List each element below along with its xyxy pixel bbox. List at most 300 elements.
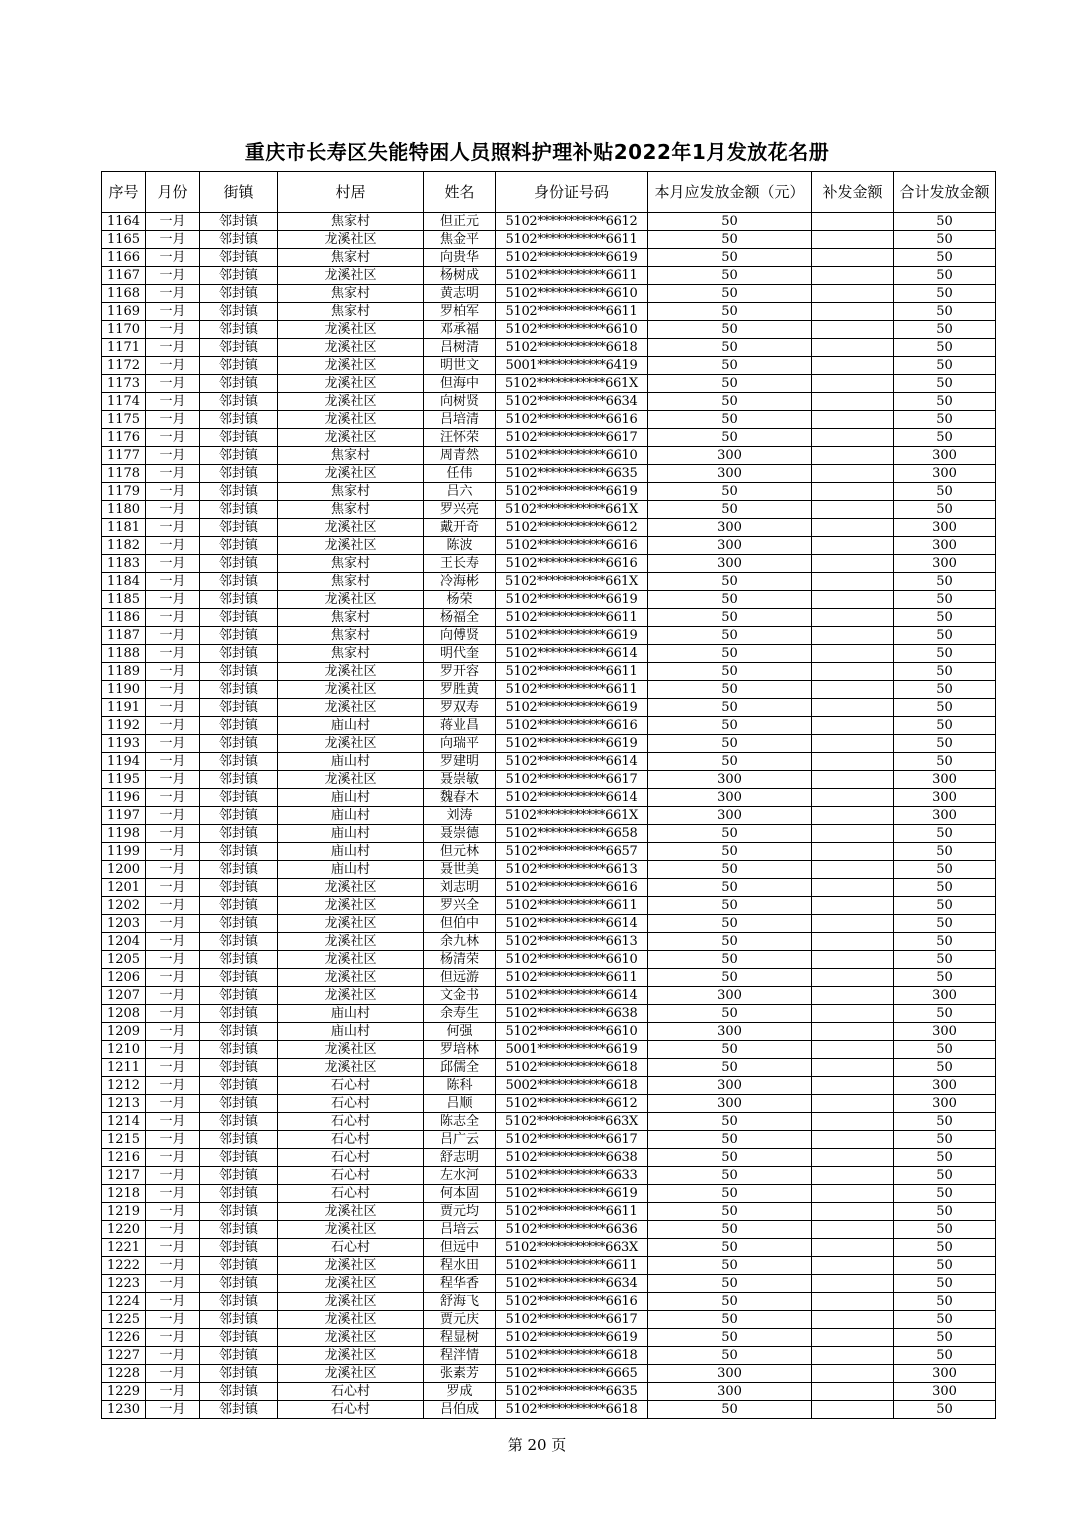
col-header-town: 街镇 [200, 172, 278, 213]
cell-town: 邻封镇 [200, 1275, 278, 1293]
col-header-month: 月份 [146, 172, 200, 213]
cell-id-number: 5102***********6614 [496, 789, 648, 807]
cell-serial: 1188 [102, 645, 146, 663]
cell-village: 龙溪社区 [278, 699, 424, 717]
table-row [102, 1365, 996, 1383]
cell-total-amount: 50 [894, 591, 996, 609]
cell-serial: 1200 [102, 861, 146, 879]
cell-name: 吕广云 [424, 1131, 496, 1149]
cell-month: 一月 [146, 843, 200, 861]
cell-month: 一月 [146, 465, 200, 483]
cell-village: 龙溪社区 [278, 357, 424, 375]
cell-back-pay [812, 375, 894, 393]
cell-village: 龙溪社区 [278, 969, 424, 987]
cell-serial: 1166 [102, 249, 146, 267]
cell-name: 魏春木 [424, 789, 496, 807]
cell-back-pay [812, 753, 894, 771]
cell-serial: 1165 [102, 231, 146, 249]
cell-back-pay [812, 609, 894, 627]
cell-back-pay [812, 1329, 894, 1347]
cell-village: 庙山村 [278, 717, 424, 735]
cell-back-pay [812, 879, 894, 897]
table-row [102, 501, 996, 519]
cell-serial: 1208 [102, 1005, 146, 1023]
cell-month: 一月 [146, 1293, 200, 1311]
cell-serial: 1203 [102, 915, 146, 933]
cell-serial: 1170 [102, 321, 146, 339]
cell-month: 一月 [146, 1095, 200, 1113]
col-header-name: 姓名 [424, 172, 496, 213]
cell-monthly-amount: 50 [648, 753, 812, 771]
cell-name: 程华香 [424, 1275, 496, 1293]
cell-back-pay [812, 1257, 894, 1275]
cell-id-number: 5102***********6614 [496, 753, 648, 771]
table-row [102, 699, 996, 717]
table-row [102, 681, 996, 699]
cell-name: 蒋业昌 [424, 717, 496, 735]
cell-month: 一月 [146, 1149, 200, 1167]
table-row [102, 1347, 996, 1365]
cell-monthly-amount: 50 [648, 717, 812, 735]
cell-village: 龙溪社区 [278, 393, 424, 411]
cell-name: 吕树清 [424, 339, 496, 357]
cell-id-number: 5102***********6611 [496, 663, 648, 681]
cell-id-number: 5102***********6617 [496, 429, 648, 447]
cell-id-number: 5102***********6610 [496, 321, 648, 339]
cell-town: 邻封镇 [200, 645, 278, 663]
cell-id-number: 5102***********661X [496, 807, 648, 825]
cell-name: 贾元均 [424, 1203, 496, 1221]
cell-town: 邻封镇 [200, 537, 278, 555]
cell-month: 一月 [146, 735, 200, 753]
cell-serial: 1172 [102, 357, 146, 375]
cell-serial: 1168 [102, 285, 146, 303]
cell-back-pay [812, 447, 894, 465]
cell-month: 一月 [146, 1347, 200, 1365]
cell-back-pay [812, 1221, 894, 1239]
cell-total-amount: 50 [894, 339, 996, 357]
cell-back-pay [812, 1167, 894, 1185]
document-title: 重庆市长寿区失能特困人员照料护理补贴2022年1月发放花名册 [244, 140, 830, 164]
cell-total-amount: 50 [894, 753, 996, 771]
cell-back-pay [812, 1041, 894, 1059]
table-row [102, 933, 996, 951]
table-row [102, 915, 996, 933]
cell-total-amount: 50 [894, 1329, 996, 1347]
cell-village: 焦家村 [278, 501, 424, 519]
cell-serial: 1210 [102, 1041, 146, 1059]
cell-total-amount: 300 [894, 807, 996, 825]
cell-village: 龙溪社区 [278, 375, 424, 393]
cell-name: 向树贤 [424, 393, 496, 411]
cell-serial: 1181 [102, 519, 146, 537]
table-row [102, 645, 996, 663]
cell-name: 吕培云 [424, 1221, 496, 1239]
table-row [102, 951, 996, 969]
cell-town: 邻封镇 [200, 321, 278, 339]
cell-back-pay [812, 825, 894, 843]
cell-monthly-amount: 50 [648, 735, 812, 753]
cell-village: 龙溪社区 [278, 411, 424, 429]
cell-total-amount: 50 [894, 483, 996, 501]
cell-id-number: 5102***********6619 [496, 591, 648, 609]
cell-town: 邻封镇 [200, 843, 278, 861]
cell-total-amount: 50 [894, 573, 996, 591]
cell-back-pay [812, 1239, 894, 1257]
cell-village: 龙溪社区 [278, 663, 424, 681]
cell-town: 邻封镇 [200, 357, 278, 375]
cell-name: 聂崇敏 [424, 771, 496, 789]
cell-month: 一月 [146, 537, 200, 555]
cell-back-pay [812, 1401, 894, 1419]
cell-name: 杨荣 [424, 591, 496, 609]
cell-id-number: 5002***********6618 [496, 1077, 648, 1095]
cell-village: 焦家村 [278, 285, 424, 303]
cell-monthly-amount: 50 [648, 267, 812, 285]
table-row [102, 1293, 996, 1311]
cell-id-number: 5001***********6419 [496, 357, 648, 375]
cell-name: 焦金平 [424, 231, 496, 249]
cell-name: 冷海彬 [424, 573, 496, 591]
cell-serial: 1187 [102, 627, 146, 645]
cell-name: 戴开奇 [424, 519, 496, 537]
table-row [102, 1041, 996, 1059]
cell-name: 舒志明 [424, 1149, 496, 1167]
cell-serial: 1191 [102, 699, 146, 717]
cell-id-number: 5102***********6616 [496, 537, 648, 555]
cell-town: 邻封镇 [200, 915, 278, 933]
cell-back-pay [812, 537, 894, 555]
cell-town: 邻封镇 [200, 879, 278, 897]
cell-monthly-amount: 50 [648, 843, 812, 861]
cell-village: 龙溪社区 [278, 231, 424, 249]
cell-town: 邻封镇 [200, 951, 278, 969]
cell-monthly-amount: 50 [648, 1293, 812, 1311]
cell-total-amount: 50 [894, 915, 996, 933]
cell-village: 石心村 [278, 1077, 424, 1095]
cell-id-number: 5102***********661X [496, 375, 648, 393]
table-row [102, 303, 996, 321]
cell-serial: 1222 [102, 1257, 146, 1275]
cell-total-amount: 300 [894, 1365, 996, 1383]
col-header-village: 村居 [278, 172, 424, 213]
table-row [102, 1401, 996, 1419]
cell-monthly-amount: 50 [648, 1059, 812, 1077]
cell-village: 龙溪社区 [278, 519, 424, 537]
cell-town: 邻封镇 [200, 303, 278, 321]
cell-village: 龙溪社区 [278, 465, 424, 483]
cell-village: 焦家村 [278, 645, 424, 663]
cell-town: 邻封镇 [200, 1059, 278, 1077]
cell-id-number: 5102***********6635 [496, 465, 648, 483]
table-row [102, 555, 996, 573]
cell-back-pay [812, 1293, 894, 1311]
cell-total-amount: 50 [894, 1113, 996, 1131]
cell-name: 舒海飞 [424, 1293, 496, 1311]
cell-id-number: 5102***********6636 [496, 1221, 648, 1239]
table-row [102, 735, 996, 753]
table-row [102, 411, 996, 429]
cell-total-amount: 300 [894, 1023, 996, 1041]
cell-village: 龙溪社区 [278, 1041, 424, 1059]
cell-monthly-amount: 50 [648, 1185, 812, 1203]
cell-back-pay [812, 501, 894, 519]
cell-town: 邻封镇 [200, 375, 278, 393]
table-row [102, 1167, 996, 1185]
cell-month: 一月 [146, 663, 200, 681]
cell-village: 龙溪社区 [278, 591, 424, 609]
cell-town: 邻封镇 [200, 1383, 278, 1401]
table-row [102, 807, 996, 825]
cell-name: 邱儒全 [424, 1059, 496, 1077]
cell-id-number: 5102***********6619 [496, 249, 648, 267]
cell-total-amount: 300 [894, 537, 996, 555]
cell-village: 龙溪社区 [278, 771, 424, 789]
cell-month: 一月 [146, 789, 200, 807]
cell-back-pay [812, 897, 894, 915]
cell-village: 龙溪社区 [278, 933, 424, 951]
cell-id-number: 5102***********6619 [496, 483, 648, 501]
cell-serial: 1175 [102, 411, 146, 429]
cell-monthly-amount: 300 [648, 1095, 812, 1113]
cell-serial: 1176 [102, 429, 146, 447]
cell-id-number: 5102***********6611 [496, 303, 648, 321]
cell-town: 邻封镇 [200, 1095, 278, 1113]
cell-total-amount: 50 [894, 393, 996, 411]
cell-serial: 1228 [102, 1365, 146, 1383]
cell-id-number: 5102***********6611 [496, 681, 648, 699]
cell-back-pay [812, 807, 894, 825]
cell-month: 一月 [146, 1257, 200, 1275]
cell-total-amount: 50 [894, 321, 996, 339]
cell-monthly-amount: 50 [648, 321, 812, 339]
cell-back-pay [812, 1059, 894, 1077]
cell-monthly-amount: 50 [648, 879, 812, 897]
table-row [102, 1077, 996, 1095]
cell-back-pay [812, 231, 894, 249]
cell-town: 邻封镇 [200, 411, 278, 429]
cell-serial: 1214 [102, 1113, 146, 1131]
cell-name: 邓承福 [424, 321, 496, 339]
cell-back-pay [812, 969, 894, 987]
cell-monthly-amount: 300 [648, 465, 812, 483]
cell-serial: 1224 [102, 1293, 146, 1311]
cell-id-number: 5102***********6618 [496, 339, 648, 357]
cell-back-pay [812, 249, 894, 267]
cell-month: 一月 [146, 1185, 200, 1203]
cell-name: 向贵华 [424, 249, 496, 267]
cell-town: 邻封镇 [200, 267, 278, 285]
cell-name: 罗成 [424, 1383, 496, 1401]
cell-total-amount: 50 [894, 267, 996, 285]
cell-monthly-amount: 50 [648, 249, 812, 267]
cell-month: 一月 [146, 1131, 200, 1149]
cell-village: 龙溪社区 [278, 267, 424, 285]
cell-id-number: 5102***********6618 [496, 1347, 648, 1365]
cell-month: 一月 [146, 555, 200, 573]
cell-name: 程水田 [424, 1257, 496, 1275]
cell-month: 一月 [146, 1167, 200, 1185]
cell-total-amount: 300 [894, 519, 996, 537]
cell-id-number: 5102***********6616 [496, 879, 648, 897]
cell-name: 何强 [424, 1023, 496, 1041]
cell-monthly-amount: 50 [648, 339, 812, 357]
cell-name: 汪怀荣 [424, 429, 496, 447]
cell-id-number: 5102***********6616 [496, 411, 648, 429]
cell-back-pay [812, 1365, 894, 1383]
cell-village: 庙山村 [278, 789, 424, 807]
cell-back-pay [812, 519, 894, 537]
cell-town: 邻封镇 [200, 1365, 278, 1383]
cell-month: 一月 [146, 1113, 200, 1131]
cell-name: 杨清荣 [424, 951, 496, 969]
cell-monthly-amount: 50 [648, 1113, 812, 1131]
cell-month: 一月 [146, 573, 200, 591]
cell-name: 刘志明 [424, 879, 496, 897]
cell-village: 焦家村 [278, 609, 424, 627]
cell-id-number: 5102***********6610 [496, 1023, 648, 1041]
cell-monthly-amount: 50 [648, 393, 812, 411]
table-row [102, 969, 996, 987]
cell-village: 石心村 [278, 1401, 424, 1419]
cell-monthly-amount: 50 [648, 897, 812, 915]
cell-town: 邻封镇 [200, 933, 278, 951]
cell-village: 焦家村 [278, 627, 424, 645]
cell-back-pay [812, 1347, 894, 1365]
cell-monthly-amount: 50 [648, 681, 812, 699]
cell-id-number: 5102***********6618 [496, 1401, 648, 1419]
cell-town: 邻封镇 [200, 339, 278, 357]
cell-id-number: 5102***********6633 [496, 1167, 648, 1185]
cell-monthly-amount: 50 [648, 1131, 812, 1149]
cell-month: 一月 [146, 645, 200, 663]
table-row [102, 1095, 996, 1113]
cell-serial: 1218 [102, 1185, 146, 1203]
cell-back-pay [812, 591, 894, 609]
cell-serial: 1198 [102, 825, 146, 843]
cell-serial: 1225 [102, 1311, 146, 1329]
cell-serial: 1219 [102, 1203, 146, 1221]
cell-total-amount: 50 [894, 1311, 996, 1329]
table-row [102, 879, 996, 897]
cell-name: 任伟 [424, 465, 496, 483]
cell-month: 一月 [146, 807, 200, 825]
cell-serial: 1197 [102, 807, 146, 825]
cell-name: 陈波 [424, 537, 496, 555]
cell-month: 一月 [146, 213, 200, 231]
cell-monthly-amount: 50 [648, 609, 812, 627]
cell-id-number: 5102***********6638 [496, 1005, 648, 1023]
cell-town: 邻封镇 [200, 789, 278, 807]
cell-village: 龙溪社区 [278, 1329, 424, 1347]
cell-month: 一月 [146, 1077, 200, 1095]
cell-village: 龙溪社区 [278, 1059, 424, 1077]
cell-id-number: 5102***********6657 [496, 843, 648, 861]
cell-id-number: 5102***********661X [496, 573, 648, 591]
cell-town: 邻封镇 [200, 1005, 278, 1023]
col-header-monthly-amount: 本月应发放金额（元） [648, 172, 812, 213]
cell-id-number: 5102***********6611 [496, 897, 648, 915]
cell-village: 石心村 [278, 1239, 424, 1257]
cell-village: 庙山村 [278, 825, 424, 843]
cell-village: 焦家村 [278, 249, 424, 267]
cell-village: 石心村 [278, 1383, 424, 1401]
cell-month: 一月 [146, 717, 200, 735]
table-row [102, 1149, 996, 1167]
cell-town: 邻封镇 [200, 519, 278, 537]
cell-back-pay [812, 1203, 894, 1221]
cell-total-amount: 300 [894, 987, 996, 1005]
cell-monthly-amount: 50 [648, 951, 812, 969]
cell-id-number: 5102***********6638 [496, 1149, 648, 1167]
table-row [102, 789, 996, 807]
cell-monthly-amount: 50 [648, 627, 812, 645]
cell-town: 邻封镇 [200, 807, 278, 825]
cell-id-number: 5102***********6658 [496, 825, 648, 843]
cell-village: 焦家村 [278, 447, 424, 465]
cell-back-pay [812, 1311, 894, 1329]
cell-back-pay [812, 573, 894, 591]
cell-village: 焦家村 [278, 213, 424, 231]
cell-month: 一月 [146, 1401, 200, 1419]
cell-town: 邻封镇 [200, 1113, 278, 1131]
cell-month: 一月 [146, 1275, 200, 1293]
cell-serial: 1217 [102, 1167, 146, 1185]
cell-id-number: 5102***********6619 [496, 1329, 648, 1347]
cell-back-pay [812, 1077, 894, 1095]
cell-total-amount: 50 [894, 1149, 996, 1167]
cell-serial: 1179 [102, 483, 146, 501]
cell-month: 一月 [146, 303, 200, 321]
table-row [102, 249, 996, 267]
cell-serial: 1207 [102, 987, 146, 1005]
cell-month: 一月 [146, 393, 200, 411]
cell-name: 但元林 [424, 843, 496, 861]
col-header-id-number: 身份证号码 [496, 172, 648, 213]
cell-monthly-amount: 300 [648, 555, 812, 573]
cell-town: 邻封镇 [200, 1041, 278, 1059]
cell-name: 吕伯成 [424, 1401, 496, 1419]
cell-village: 龙溪社区 [278, 321, 424, 339]
cell-name: 程显树 [424, 1329, 496, 1347]
cell-monthly-amount: 50 [648, 645, 812, 663]
cell-id-number: 5102***********6665 [496, 1365, 648, 1383]
cell-town: 邻封镇 [200, 1077, 278, 1095]
cell-total-amount: 300 [894, 555, 996, 573]
cell-id-number: 5102***********6618 [496, 1059, 648, 1077]
cell-back-pay [812, 1383, 894, 1401]
cell-month: 一月 [146, 1221, 200, 1239]
cell-village: 龙溪社区 [278, 1275, 424, 1293]
cell-month: 一月 [146, 753, 200, 771]
cell-serial: 1193 [102, 735, 146, 753]
cell-name: 左水河 [424, 1167, 496, 1185]
cell-monthly-amount: 50 [648, 213, 812, 231]
cell-serial: 1205 [102, 951, 146, 969]
cell-name: 罗柏军 [424, 303, 496, 321]
cell-month: 一月 [146, 519, 200, 537]
cell-name: 王长寿 [424, 555, 496, 573]
cell-total-amount: 50 [894, 1293, 996, 1311]
cell-town: 邻封镇 [200, 717, 278, 735]
cell-back-pay [812, 483, 894, 501]
cell-total-amount: 50 [894, 663, 996, 681]
cell-name: 明代奎 [424, 645, 496, 663]
cell-monthly-amount: 300 [648, 1023, 812, 1041]
cell-total-amount: 50 [894, 1275, 996, 1293]
cell-total-amount: 300 [894, 1077, 996, 1095]
table-row [102, 591, 996, 609]
